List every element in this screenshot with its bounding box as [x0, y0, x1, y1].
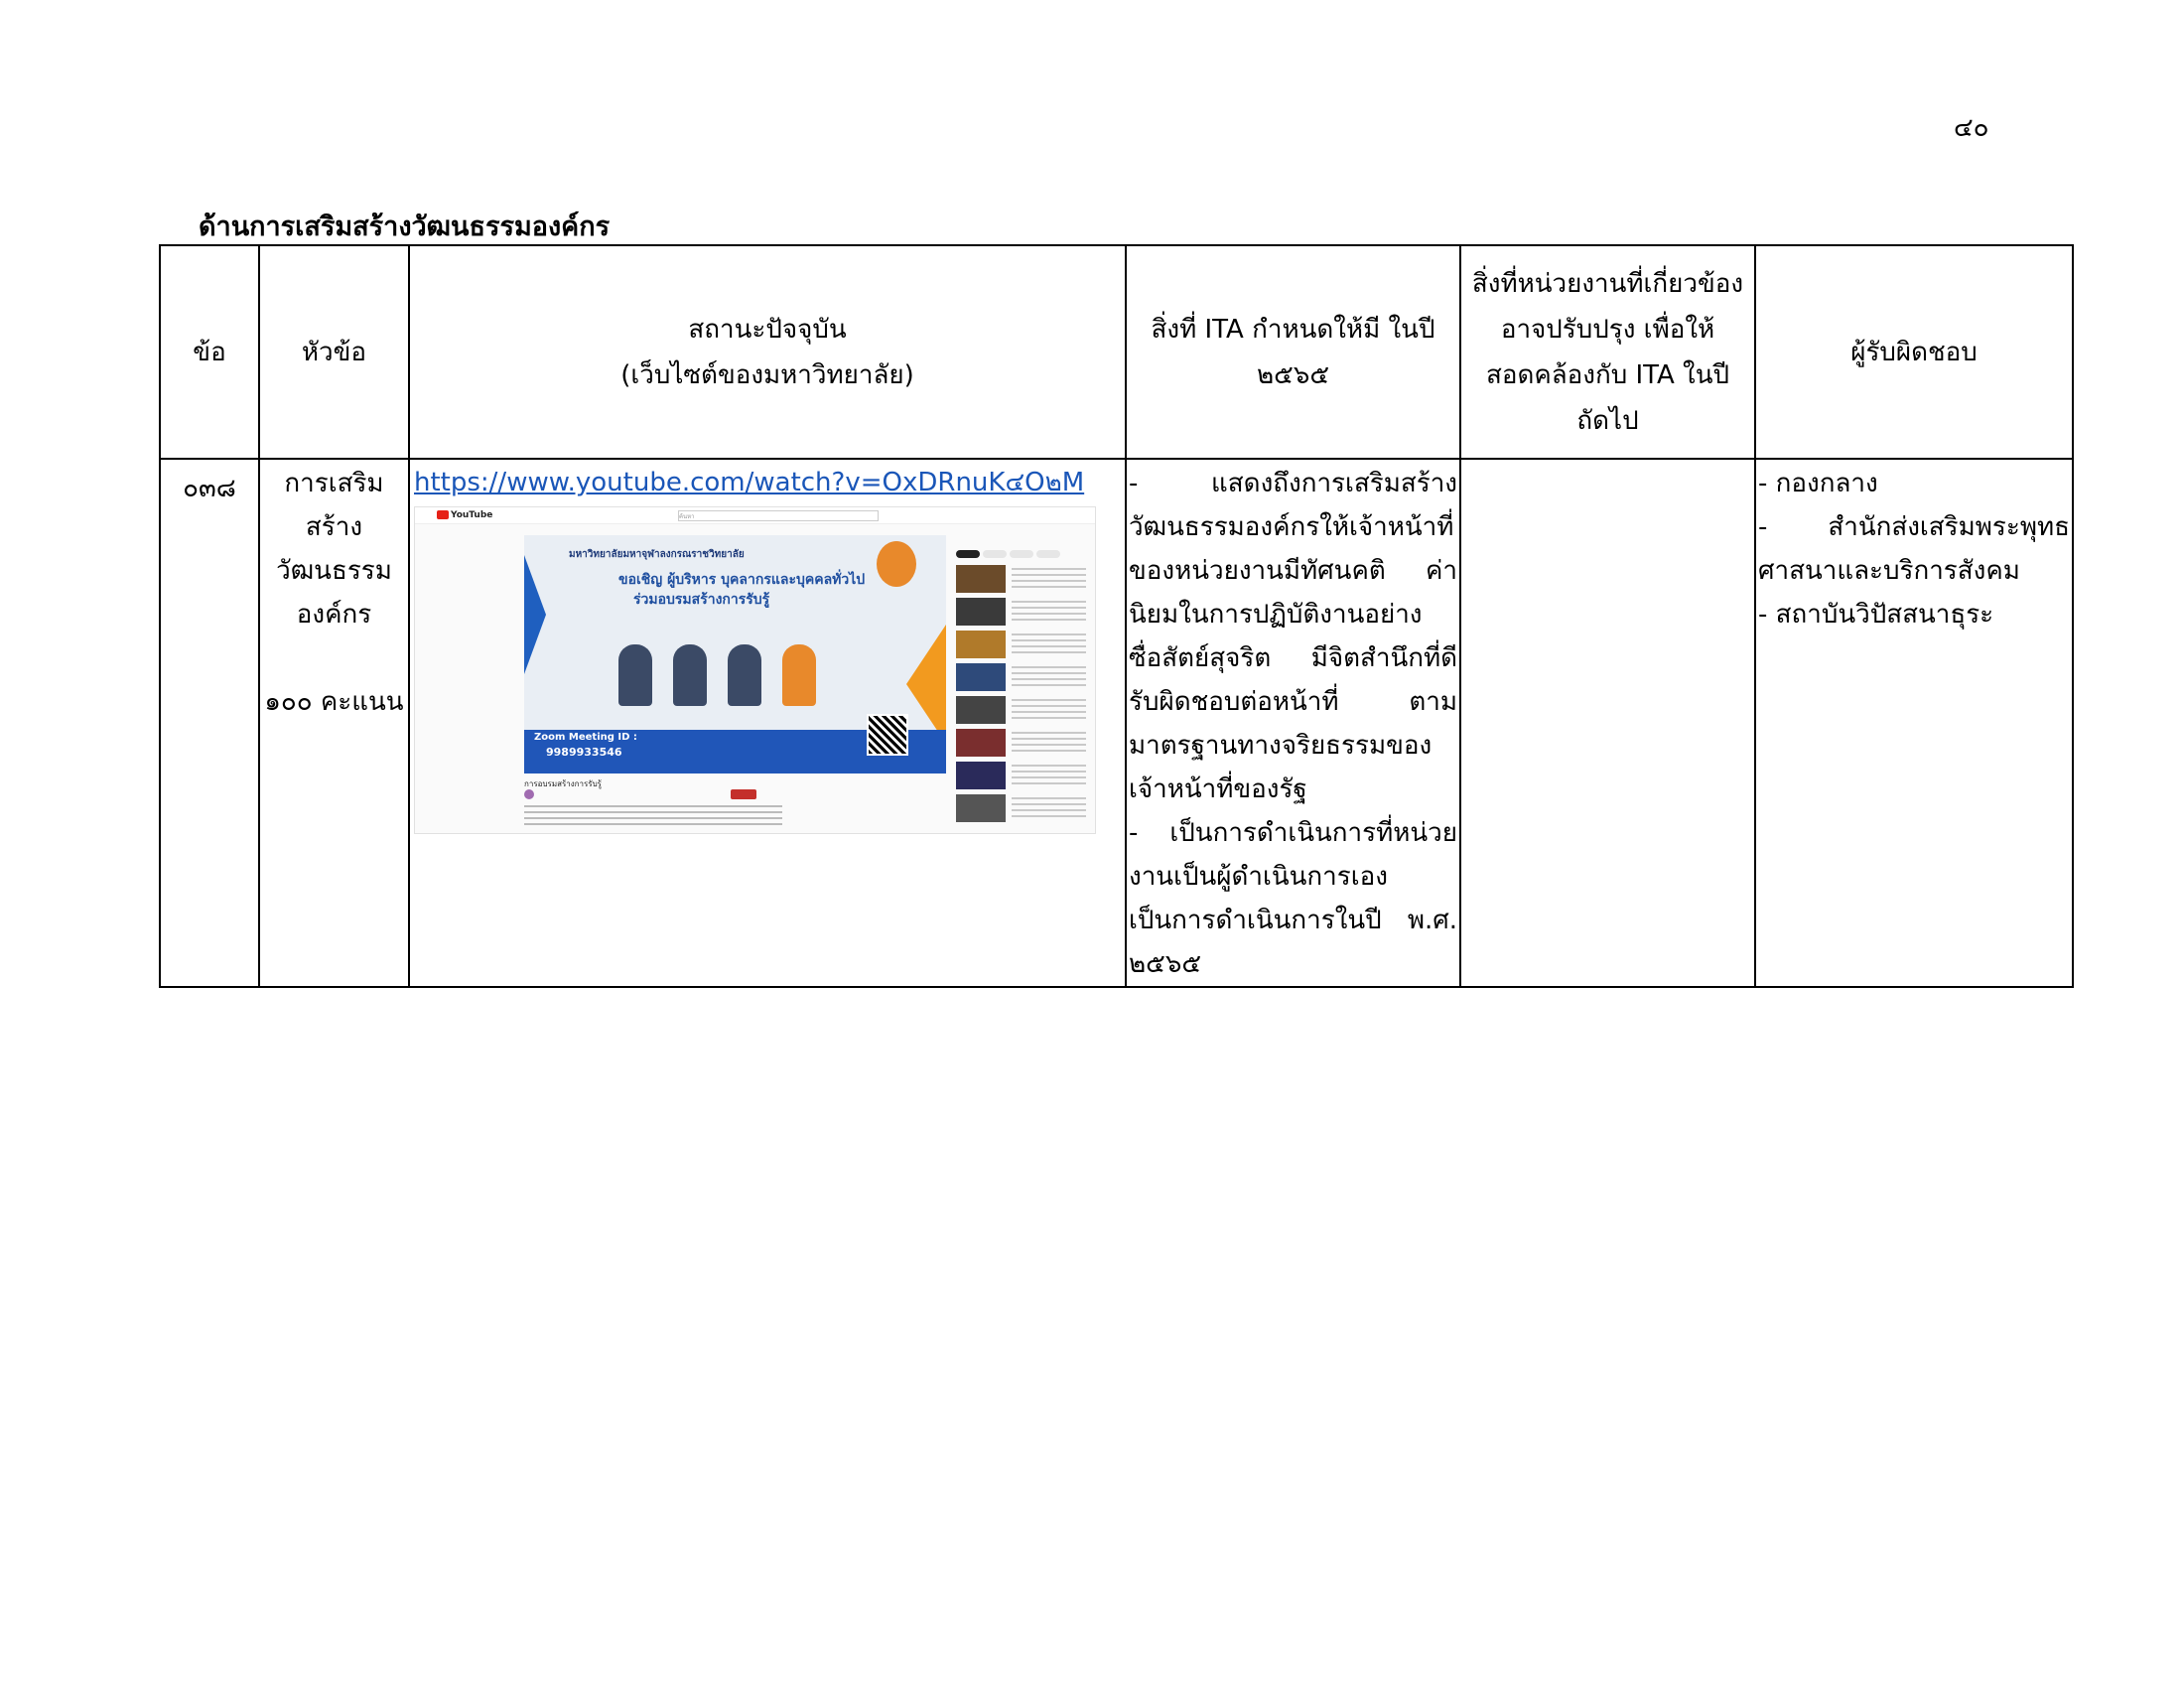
list-item [956, 794, 1090, 824]
header-ita-line2: ๒๕๖๕ [1257, 359, 1329, 390]
speaker-portrait [673, 644, 707, 706]
list-item [956, 729, 1090, 759]
header-status-line1: สถานะปัจจุบัน [688, 314, 847, 345]
requirement-2: - เป็นการดำเนินการที่หน่วยงานเป็นผู้ดำเนินการเอง [1129, 818, 1457, 892]
qr-code [867, 714, 908, 756]
table-row [160, 459, 2073, 987]
header-no: ข้อ [160, 245, 259, 459]
youtube-header [415, 507, 1095, 524]
header-row [160, 245, 2073, 459]
monk-portrait [877, 541, 916, 587]
speaker-portrait [728, 644, 761, 706]
header-improve-line1: สิ่งที่หน่วยงานที่เกี่ยวข้อง [1471, 268, 1744, 299]
header-status-line2: (เว็บไซต์ของมหาวิทยาลัย) [620, 359, 914, 390]
video-title: การอบรมสร้างการรับรู้ [524, 779, 602, 788]
ita-table [159, 244, 2074, 988]
list-item [956, 762, 1090, 791]
youtube-screenshot [414, 506, 1096, 834]
speaker-portrait [618, 644, 652, 706]
video-description [524, 805, 782, 829]
row-requirement [1126, 459, 1460, 987]
banner-invite-2: ร่วมอบรมสร้างการรับรู้ [633, 592, 770, 608]
banner-university: มหาวิทยาลัยมหาจุฬาลงกรณราชวิทยาลัย [569, 549, 745, 560]
topic-line3: องค์กร [296, 600, 372, 630]
banner-chevron-right [906, 625, 946, 744]
responsible-1: - กองกลาง [1758, 469, 1878, 498]
topic-line1: การเสริมสร้าง [284, 469, 384, 542]
zoom-id: 9989933546 [546, 746, 622, 759]
youtube-link[interactable]: https://www.youtube.com/watch?v=OxDRnuK๔O๒M [414, 468, 1085, 497]
page-number: ๔๐ [1954, 113, 1989, 143]
responsible-2: - สำนักส่งเสริมพระพุทธศาสนาและบริการสังคม [1758, 512, 2070, 586]
header-improve-line4: ถัดไป [1576, 405, 1639, 436]
row-number: ๐๓๘ [160, 459, 259, 987]
list-item [956, 565, 1090, 595]
header-ita [1126, 245, 1460, 459]
subscribe-button [731, 789, 756, 799]
header-responsible: ผู้รับผิดชอบ [1755, 245, 2073, 459]
responsible-3: - สถาบันวิปัสสนาธุระ [1758, 600, 1994, 630]
speaker-portrait [782, 644, 816, 706]
header-ita-line1: สิ่งที่ ITA กำหนดให้มี ในปี [1151, 314, 1435, 345]
header-improve-line3: สอดคล้องกับ ITA ในปี [1485, 359, 1730, 390]
row-topic [259, 459, 409, 987]
chip-bar [956, 543, 1090, 562]
video-player [524, 535, 946, 774]
requirement-3: เป็นการดำเนินการในปี พ.ศ. ๒๕๖๕ [1129, 906, 1457, 979]
header-status [409, 245, 1126, 459]
row-responsible [1755, 459, 2073, 987]
youtube-logo: YouTube [437, 510, 492, 520]
topic-line2: วัฒนธรรม [276, 556, 392, 586]
requirement-1: - แสดงถึงการเสริมสร้างวัฒนธรรมองค์กรให้เจ้าหน้าที่ของหน่วยงานมีทัศนคติ ค่านิยมในการปฏิบัติงานอย่างซื่อสัตย์สุจริต มีจิตสำนึกที่ดี รับผิดชอบต่อหน้าที่ ตามมาตรฐานทางจริยธรรมของเจ้าหน้าที่ของรัฐ [1129, 469, 1457, 804]
header-improve [1460, 245, 1755, 459]
topic-score: ๑๐๐ คะแนน [264, 687, 404, 717]
header-improve-line2: อาจปรับปรุง เพื่อให้ [1500, 314, 1715, 345]
youtube-play-icon [437, 510, 449, 519]
recommendation-sidebar [956, 529, 1090, 833]
row-status [409, 459, 1126, 987]
banner-invite-1: ขอเชิญ ผู้บริหาร บุคลากรและบุคคลทั่วไป [618, 572, 866, 588]
list-item [956, 663, 1090, 693]
zoom-label: Zoom Meeting ID : [534, 732, 637, 743]
header-topic: หัวข้อ [259, 245, 409, 459]
list-item [956, 598, 1090, 628]
youtube-search-input: ค้นหา [678, 510, 879, 521]
list-item [956, 696, 1090, 726]
section-title: ด้านการเสริมสร้างวัฒนธรรมองค์กร [199, 211, 611, 242]
banner-chevron-left [524, 555, 546, 674]
channel-avatar [524, 789, 534, 799]
list-item [956, 631, 1090, 660]
row-improvement [1460, 459, 1755, 987]
